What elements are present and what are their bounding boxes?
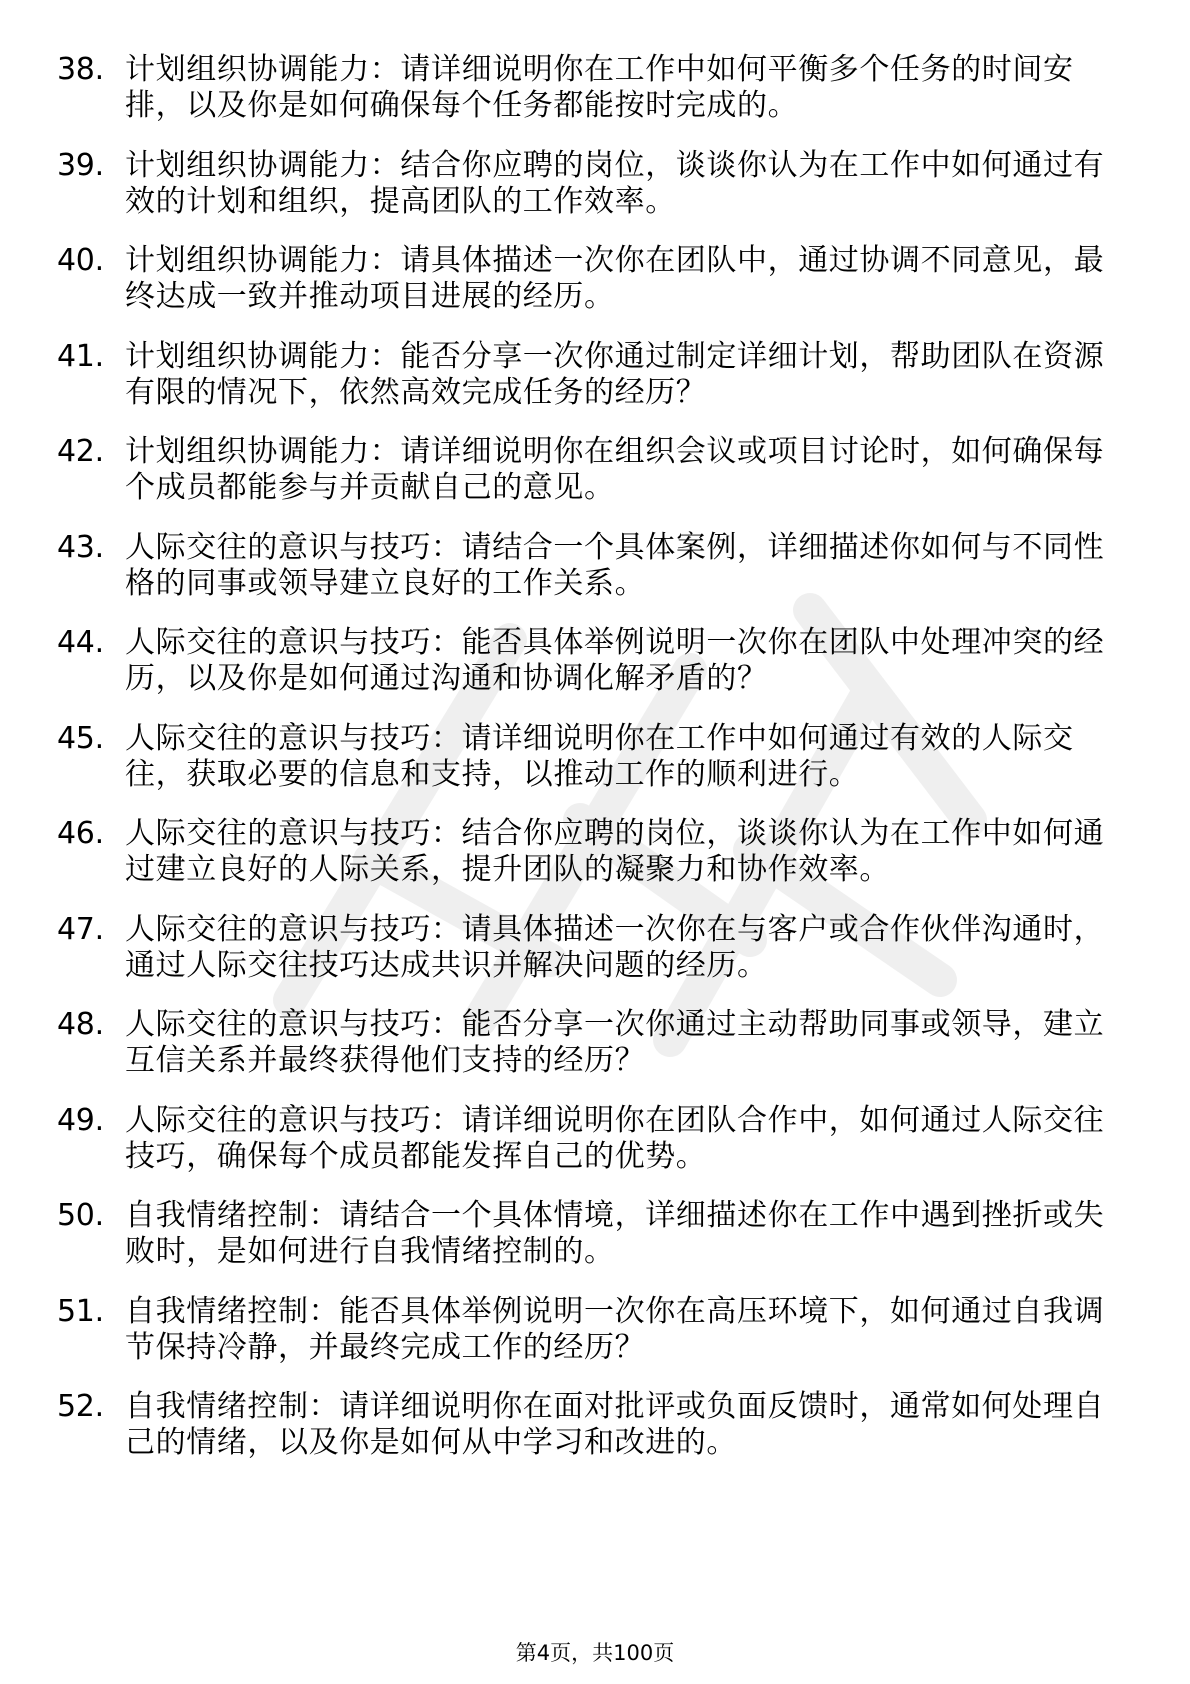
question-number: 43. — [57, 529, 104, 565]
question-item — [57, 434, 1127, 506]
question-number: 47. — [57, 911, 104, 947]
question-text: 自我情绪控制：请详细说明你在面对批评或负面反馈时，通常如何处理自己的情绪，以及你是如何从中学习和改进的。 — [125, 1389, 1105, 1460]
question-text: 人际交往的意识与技巧：能否具体举例说明一次你在团队中处理冲突的经历，以及你是如何通过沟通和协调化解矛盾的？ — [125, 625, 1105, 696]
question-number: 51. — [57, 1293, 104, 1329]
question-number: 40. — [57, 243, 104, 278]
question-item — [57, 1103, 1127, 1175]
question-text: 计划组织协调能力：请详细说明你在工作中如何平衡多个任务的时间安排，以及你是如何确保每个任务都能按时完成的。 — [125, 52, 1074, 123]
question-item — [57, 148, 1127, 220]
question-item — [57, 52, 1127, 124]
question-item — [57, 1389, 1127, 1461]
question-text: 人际交往的意识与技巧：请详细说明你在团队合作中，如何通过人际交往技巧，确保每个成员都能发挥自己的优势。 — [125, 1102, 1105, 1174]
question-text: 人际交往的意识与技巧：结合你应聘的岗位，谈谈你认为在工作中如何通过建立良好的人际关系，提升团队的凝聚力和协作效率。 — [125, 816, 1105, 887]
page-number-label: 第4页，共100页 — [515, 1641, 675, 1665]
question-number: 38. — [57, 52, 104, 87]
question-number: 52. — [57, 1389, 104, 1424]
question-text: 人际交往的意识与技巧：能否分享一次你通过主动帮助同事或领导，建立互信关系并最终获得他们支持的经历？ — [125, 1007, 1105, 1078]
question-item — [57, 339, 1127, 411]
question-item — [57, 816, 1127, 888]
question-list — [57, 52, 1127, 1485]
question-number: 44. — [57, 625, 104, 660]
question-text: 计划组织协调能力：请详细说明你在组织会议或项目讨论时，如何确保每个成员都能参与并贡献自己的意见。 — [125, 434, 1105, 505]
question-number: 39. — [57, 147, 104, 183]
question-text: 计划组织协调能力：能否分享一次你通过制定详细计划，帮助团队在资源有限的情况下，依然高效完成任务的经历？ — [125, 338, 1105, 410]
question-item — [57, 530, 1127, 602]
question-number: 46. — [57, 816, 104, 851]
question-number: 45. — [57, 720, 104, 756]
question-number: 48. — [57, 1007, 104, 1042]
question-item — [57, 912, 1127, 984]
question-text: 人际交往的意识与技巧：请详细说明你在工作中如何通过有效的人际交往，获取必要的信息和支持，以推动工作的顺利进行。 — [125, 720, 1074, 792]
question-text: 人际交往的意识与技巧：请结合一个具体案例，详细描述你如何与不同性格的同事或领导建立良好的工作关系。 — [125, 529, 1105, 601]
question-item — [57, 1294, 1127, 1366]
question-item — [57, 721, 1127, 793]
question-text: 计划组织协调能力：请具体描述一次你在团队中，通过协调不同意见，最终达成一致并推动项目进展的经历。 — [125, 243, 1105, 314]
page-footer — [0, 1640, 1190, 1666]
question-text: 计划组织协调能力：结合你应聘的岗位，谈谈你认为在工作中如何通过有效的计划和组织，提高团队的工作效率。 — [125, 147, 1105, 219]
question-number: 42. — [57, 434, 104, 469]
question-item — [57, 1007, 1127, 1079]
question-text: 人际交往的意识与技巧：请具体描述一次你在与客户或合作伙伴沟通时，通过人际交往技巧达成共识并解决问题的经历。 — [125, 911, 1105, 983]
question-text: 自我情绪控制：请结合一个具体情境，详细描述你在工作中遇到挫折或失败时，是如何进行自我情绪控制的。 — [125, 1198, 1105, 1269]
question-number: 41. — [57, 338, 104, 374]
question-item — [57, 625, 1127, 697]
question-item — [57, 1198, 1127, 1270]
question-number: 49. — [57, 1102, 104, 1138]
question-number: 50. — [57, 1198, 104, 1233]
question-text: 自我情绪控制：能否具体举例说明一次你在高压环境下，如何通过自我调节保持冷静，并最终完成工作的经历？ — [125, 1293, 1105, 1365]
question-item — [57, 243, 1127, 315]
